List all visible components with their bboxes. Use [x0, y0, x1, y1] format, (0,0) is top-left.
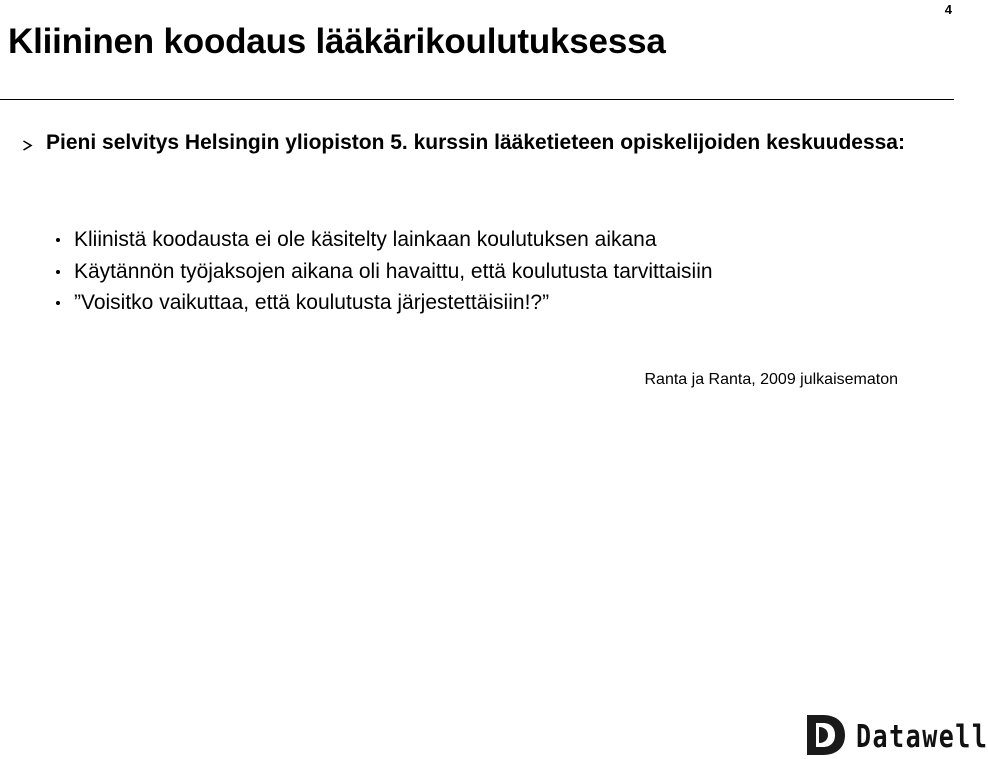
- bullet-dot-icon: [56, 301, 60, 305]
- datawell-logo: [804, 713, 988, 757]
- datawell-logo-icon: [804, 713, 846, 757]
- bullet-item: [56, 224, 956, 256]
- bullet-dot-icon: [56, 270, 60, 274]
- slide-title: Kliininen koodaus lääkärikoulutuksessa: [8, 22, 666, 61]
- bullet-dot-icon: [56, 238, 60, 242]
- bullet-item: [56, 256, 956, 288]
- bullet-list: [56, 224, 956, 319]
- intro-block: [20, 128, 950, 157]
- arrow-bullet-icon: [22, 140, 33, 151]
- bullet-text: Kliinistä koodausta ei ole käsitelty lainkaan koulutuksen aikana: [74, 228, 657, 251]
- citation: Ranta ja Ranta, 2009 julkaisematon: [644, 371, 898, 388]
- intro-text: Pieni selvitys Helsingin yliopiston 5. kurssin lääketieteen opiskelijoiden keskuudessa:: [46, 131, 905, 154]
- bullet-text: Käytännön työjaksojen aikana oli havaittu, että koulutusta tarvittaisiin: [74, 259, 713, 283]
- bullet-item: [56, 287, 956, 319]
- page-number: 4: [944, 2, 952, 17]
- title-divider: [0, 99, 954, 100]
- datawell-logo-text: Datawell: [856, 718, 988, 755]
- bullet-text: ”Voisitko vaikuttaa, että koulutusta järjestettäisiin!?”: [74, 291, 550, 314]
